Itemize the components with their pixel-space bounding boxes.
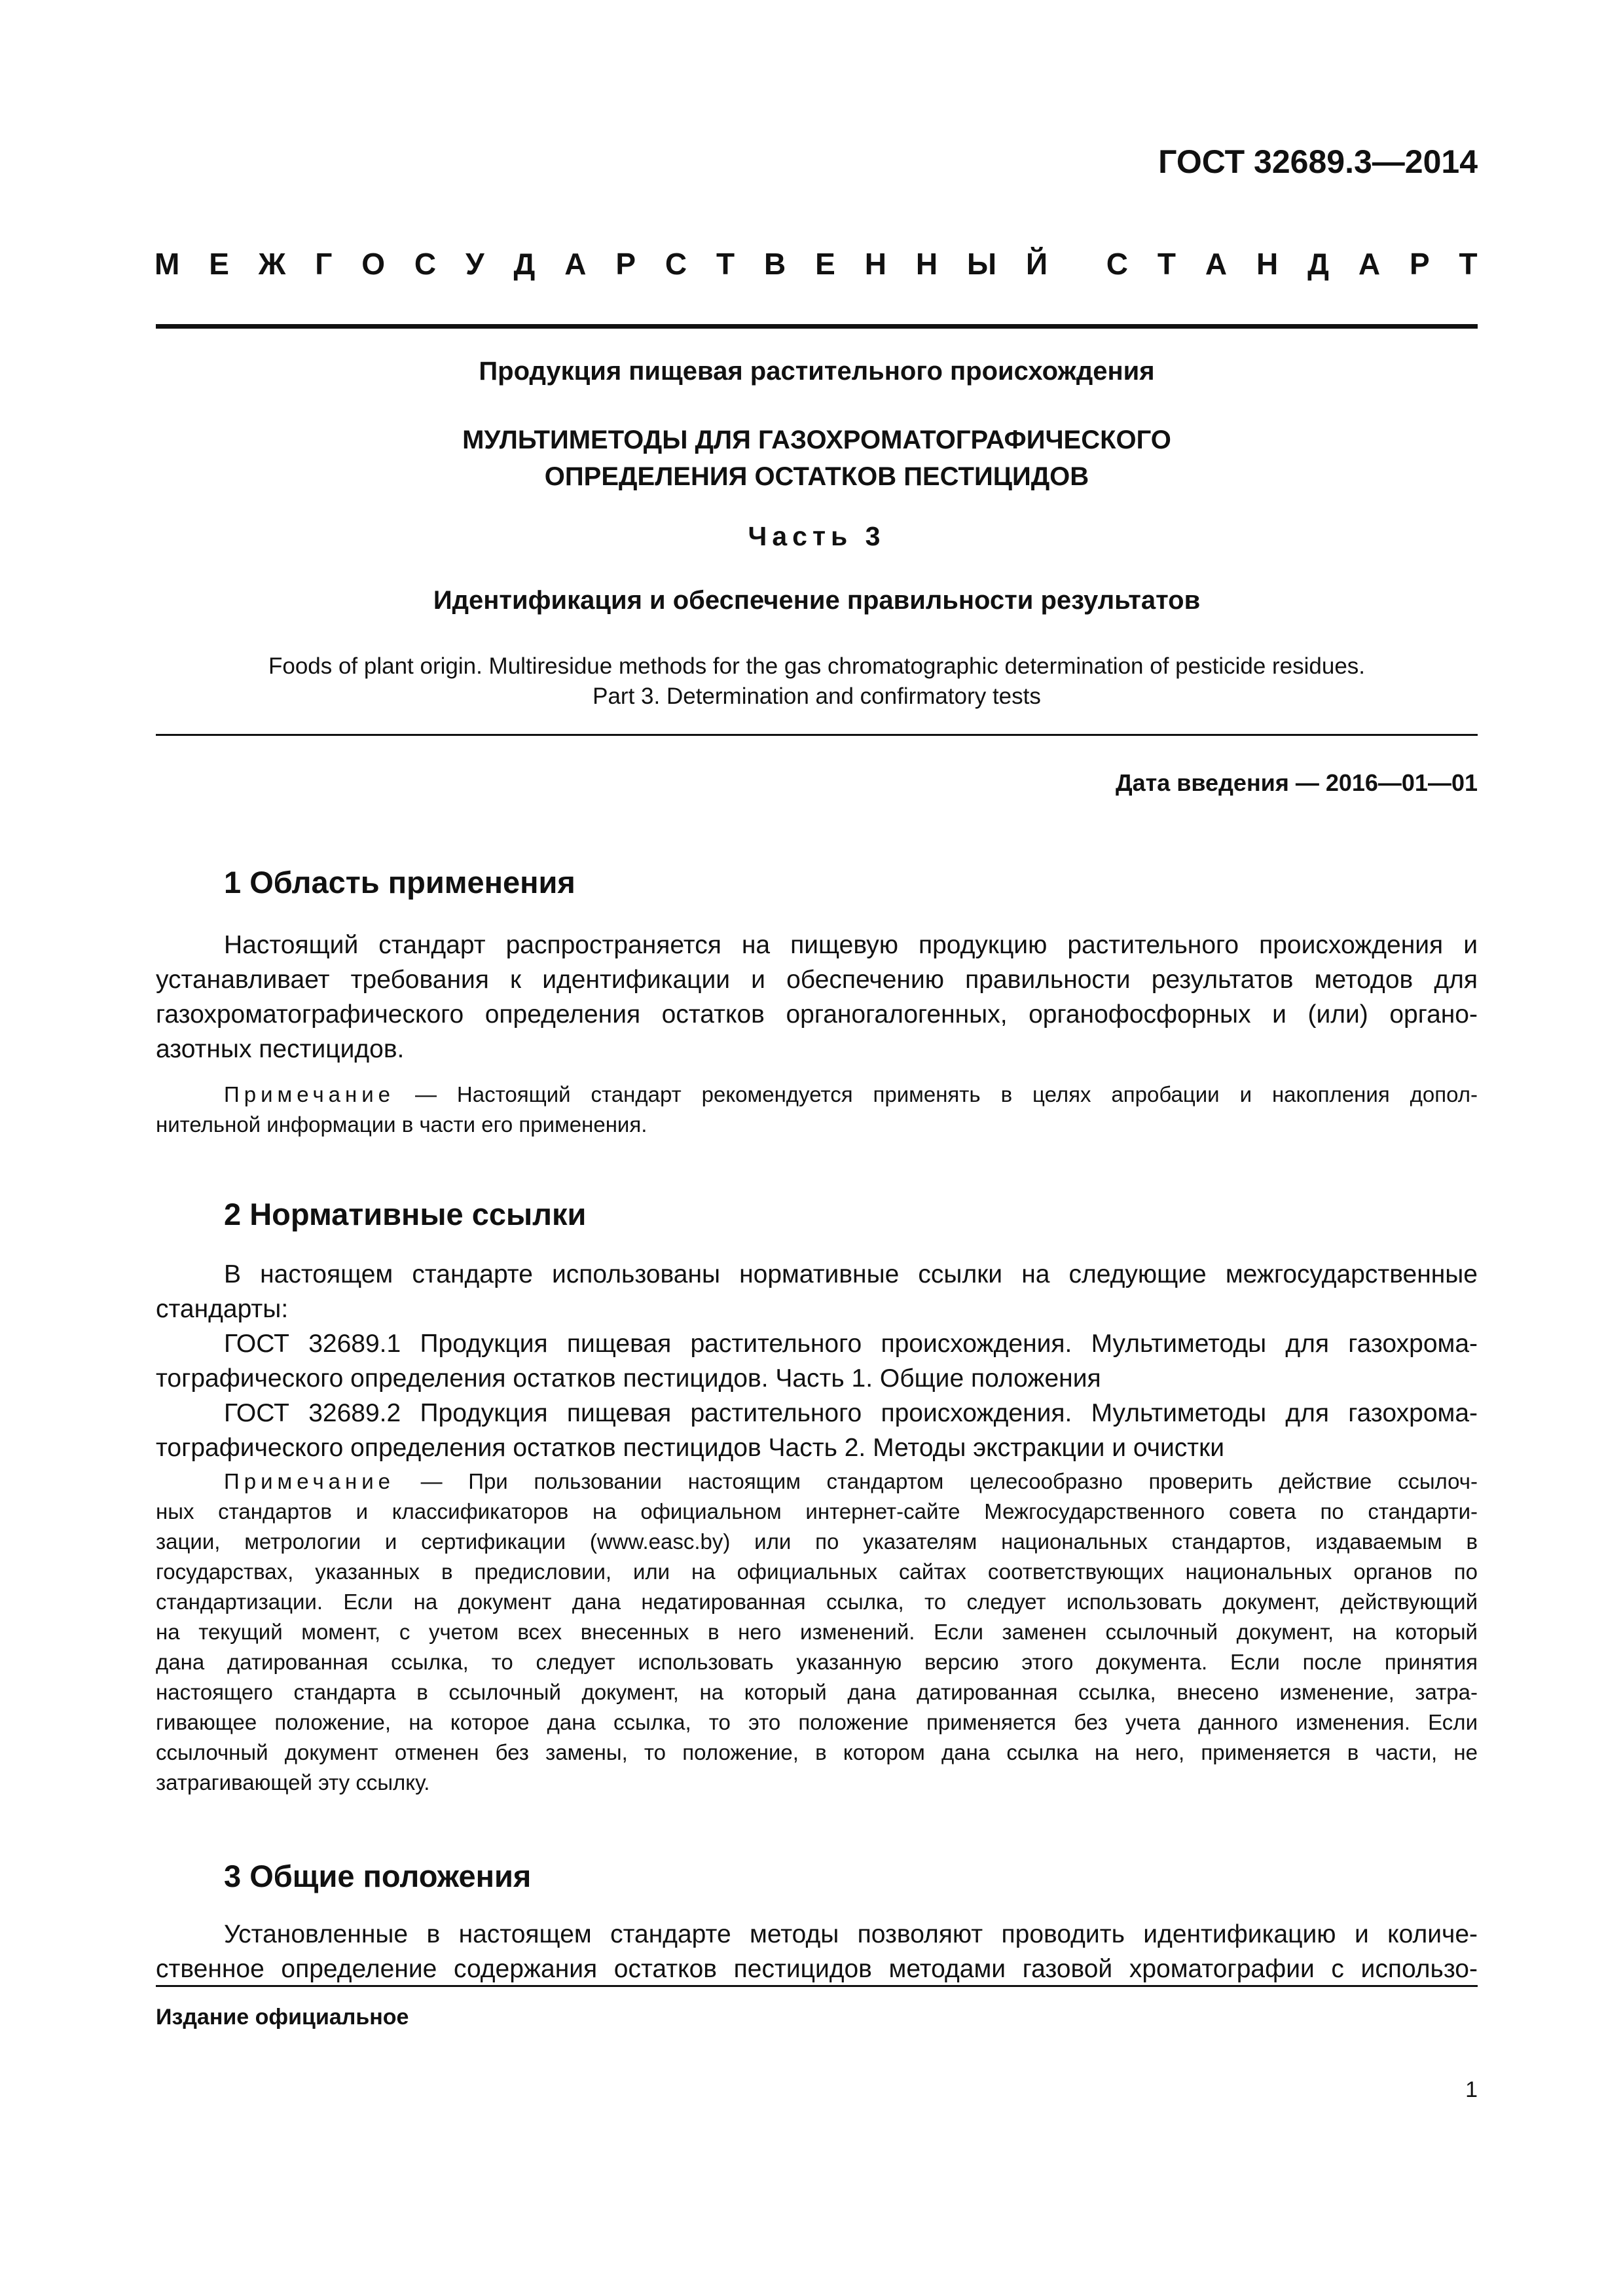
standard-type-letter: С (414, 247, 437, 281)
section-paragraph (156, 1257, 1478, 1465)
section-heading: 2 Нормативные ссылки (224, 1197, 587, 1231)
section-heading: 1 Область применения (224, 865, 575, 900)
note (156, 1467, 1478, 1798)
standard-type-letter: О (361, 247, 386, 281)
introduction-date: Дата введения — 2016—01—01 (1115, 769, 1478, 796)
standard-type-letter: А (1205, 247, 1228, 281)
standard-number: ГОСТ 32689.3—2014 (1158, 143, 1478, 180)
english-title (156, 651, 1478, 712)
title-divider (156, 734, 1478, 736)
standard-type-letter: Н (1256, 247, 1279, 281)
note-line: гивающее положение, на которое дана ссылка, то это положение применяется без учета данного изменения. Если (156, 1710, 1478, 1734)
note (156, 1080, 1478, 1140)
standard-type-letter: Ы (967, 247, 997, 281)
paragraph-line: азотных пестицидов. (156, 1035, 405, 1063)
english-title-line: Part 3. Determination and confirmatory tests (593, 683, 1041, 709)
part-title: Часть 3 (748, 521, 886, 551)
header-divider (156, 324, 1478, 329)
standard-type-letter: М (155, 247, 180, 281)
paragraph-line: тографического определения остатков пестицидов Часть 2. Методы экстракции и очистки (156, 1434, 1225, 1462)
note-line: на текущий момент, с учетом всех внесенных в него изменений. Если заменен ссылочный документ, на который (156, 1620, 1478, 1644)
paragraph-line: Настоящий стандарт распространяется на пищевую продукцию растительного происхождения и (224, 931, 1478, 959)
section-paragraph (156, 928, 1478, 1066)
paragraph-line: тографического определения остатков пестицидов. Часть 1. Общие положения (156, 1364, 1101, 1393)
standard-type-letter: Й (1025, 247, 1048, 281)
main-title-line: ОПРЕДЕЛЕНИЯ ОСТАТКОВ ПЕСТИЦИДОВ (544, 462, 1089, 491)
standard-type-letter: А (564, 247, 587, 281)
note-line: стандартизации. Если на документ дана недатированная ссылка, то следует использовать документ, действующий (156, 1590, 1478, 1614)
edition-label: Издание официальное (156, 2005, 409, 2030)
standard-type-letter: Т (1459, 247, 1478, 281)
note-line: Примечание — Настоящий стандарт рекомендуется применять в целях апробации и накопления допол- (224, 1082, 1478, 1106)
footer-divider (156, 1985, 1478, 1987)
note-label: Примечание (224, 1082, 395, 1106)
note-line: ссылочный документ отменен без замены, то положение, в котором дана ссылка на него, применяется в части, не (156, 1740, 1478, 1764)
english-title-line: Foods of plant origin. Multiresidue methods for the gas chromatographic determination of pesticide residues. (268, 653, 1366, 679)
standard-type-letter: Е (815, 247, 835, 281)
paragraph-line: ственное определение содержания остатков пестицидов методами газовой хроматографии с использо- (156, 1955, 1478, 1983)
standard-type-letter: Н (864, 247, 886, 281)
standard-type-letter: Д (513, 247, 536, 281)
paragraph-line: газохроматографического определения остатков органогалогенных, органофосфорных и (или) органо- (156, 1000, 1478, 1029)
part-subtitle: Идентификация и обеспечение правильности результатов (433, 586, 1201, 615)
note-line: зации, метрологии и сертификации (www.easc.by) или по указателям национальных стандартов, издаваемым в (156, 1529, 1478, 1554)
main-title-line: МУЛЬТИМЕТОДЫ ДЛЯ ГАЗОХРОМАТОГРАФИЧЕСКОГО (462, 426, 1171, 454)
standard-type-letter: В (764, 247, 786, 281)
standard-type-letter: С (1106, 247, 1129, 281)
note-line: нительной информации в части его применения. (156, 1112, 647, 1137)
note-line: настоящего стандарта в ссылочный документ, на который дана датированная ссылка, внесено изменение, затра- (156, 1680, 1478, 1704)
note-line: дана датированная ссылка, то следует использовать указанную версию этого документа. Если после принятия (156, 1650, 1478, 1674)
standard-type-letter: Р (1409, 247, 1430, 281)
standard-type-letter: Ж (258, 247, 286, 281)
product-title: Продукция пищевая растительного происхождения (479, 357, 1155, 386)
standard-type-letter: Д (1307, 247, 1329, 281)
note-line: государствах, указанных в предисловии, или на официальных сайтах соответствующих национальных органов по (156, 1559, 1478, 1584)
standard-type-letter: А (1358, 247, 1381, 281)
standard-type-letter: Т (716, 247, 735, 281)
standard-type-letter: Г (315, 247, 333, 281)
paragraph-line: В настоящем стандарте использованы нормативные ссылки на следующие межгосударственные (224, 1260, 1478, 1288)
standard-type-letter: С (665, 247, 687, 281)
paragraph-line: ГОСТ 32689.2 Продукция пищевая растительного происхождения. Мультиметоды для газохрома- (224, 1399, 1478, 1427)
note-line: Примечание — При пользовании настоящим стандартом целесообразно проверить действие ссылоч- (224, 1469, 1478, 1493)
standard-type-heading (155, 246, 1478, 282)
section-paragraph (156, 1917, 1478, 1986)
paragraph-line: ГОСТ 32689.1 Продукция пищевая растительного происхождения. Мультиметоды для газохрома- (224, 1330, 1478, 1358)
standard-type-letter: Т (1157, 247, 1176, 281)
note-line: ных стандартов и классификаторов на официальном интернет-сайте Межгосударственного совета по стандарти- (156, 1499, 1478, 1523)
standard-type-letter: Н (915, 247, 938, 281)
standard-type-letter: Е (209, 247, 229, 281)
note-line: затрагивающей эту ссылку. (156, 1770, 430, 1795)
standard-type-letter: У (465, 247, 484, 281)
paragraph-line: устанавливает требования к идентификации и обеспечению правильности результатов методов для (156, 966, 1478, 994)
standard-type-letter: Р (615, 247, 636, 281)
main-title (156, 422, 1478, 495)
section-heading: 3 Общие положения (224, 1859, 532, 1893)
paragraph-line: стандарты: (156, 1295, 289, 1323)
page-number: 1 (1465, 2077, 1478, 2102)
note-label: Примечание (224, 1469, 395, 1493)
paragraph-line: Установленные в настоящем стандарте методы позволяют проводить идентификацию и количе- (224, 1920, 1478, 1948)
